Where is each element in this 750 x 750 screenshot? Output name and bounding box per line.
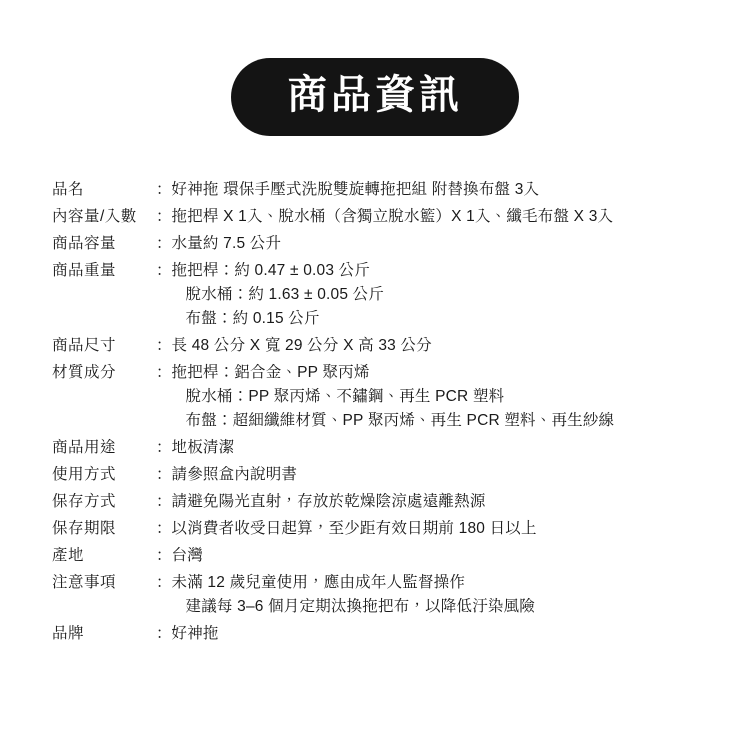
spec-label: 保存期限 <box>52 519 117 537</box>
spec-row <box>52 176 704 203</box>
spec-separator: ： <box>156 465 172 483</box>
spec-label: 產地 <box>52 546 85 564</box>
spec-value <box>172 434 704 461</box>
spec-separator: ： <box>156 180 172 198</box>
spec-value-line: 拖把桿 X 1入、脫水桶（含獨立脫水籃）X 1入、纖毛布盤 X 3入 <box>171 207 614 225</box>
spec-value-line: 請參照盒內說明書 <box>171 465 298 483</box>
spec-value-line: 好神拖 <box>171 624 219 642</box>
spec-value-line: 未滿 12 歲兒童使用，應由成年人監督操作 <box>171 573 466 591</box>
spec-separator: ： <box>156 492 172 510</box>
spec-value-line: 好神拖 環保手壓式洗脫雙旋轉拖把組 附替換布盤 3入 <box>171 180 540 198</box>
spec-separator: ： <box>156 519 172 537</box>
spec-separator: ： <box>156 624 172 642</box>
spec-label: 內容量/入數 <box>52 207 137 225</box>
spec-row <box>52 203 704 230</box>
spec-value-line: 建議每 3–6 個月定期汰換拖把布，以降低汙染風險 <box>185 597 535 615</box>
page-title: 商品資訊 <box>231 58 519 136</box>
spec-value-line: 台灣 <box>171 546 203 564</box>
spec-value <box>172 257 704 332</box>
spec-value <box>172 203 704 230</box>
specs-table <box>52 176 704 647</box>
spec-row <box>52 542 704 569</box>
spec-label: 品名 <box>52 180 85 198</box>
spec-label: 保存方式 <box>52 492 117 510</box>
spec-separator: ： <box>156 261 172 279</box>
spec-label: 商品容量 <box>52 234 117 252</box>
title-banner <box>0 0 750 136</box>
spec-label: 使用方式 <box>52 465 117 483</box>
spec-label: 注意事項 <box>52 573 117 591</box>
spec-separator: ： <box>156 363 172 381</box>
spec-value-line: 長 48 公分 X 寬 29 公分 X 高 33 公分 <box>171 336 432 354</box>
spec-row <box>52 620 704 647</box>
spec-value-line: 以消費者收受日起算，至少距有效日期前 180 日以上 <box>171 519 537 537</box>
spec-row <box>52 569 704 620</box>
spec-value-line: 脫水桶：PP 聚丙烯、不鏽鋼、再生 PCR 塑料 <box>185 387 505 405</box>
spec-row <box>52 257 704 332</box>
spec-separator: ： <box>156 438 172 456</box>
spec-value-line: 拖把桿：鋁合金、PP 聚丙烯 <box>171 363 370 381</box>
spec-value <box>172 176 704 203</box>
spec-row <box>52 434 704 461</box>
specification-table <box>0 176 750 647</box>
spec-label: 材質成分 <box>52 363 117 381</box>
spec-separator: ： <box>156 207 172 225</box>
spec-row <box>52 488 704 515</box>
spec-value-line: 布盤：超細纖維材質、PP 聚丙烯、再生 PCR 塑料、再生紗線 <box>185 411 615 429</box>
spec-value <box>172 569 704 620</box>
spec-separator: ： <box>156 336 172 354</box>
spec-row <box>52 332 704 359</box>
spec-row <box>52 515 704 542</box>
spec-label: 商品尺寸 <box>52 336 117 354</box>
spec-row <box>52 461 704 488</box>
spec-value-line: 脫水桶：約 1.63 ± 0.05 公斤 <box>185 285 385 303</box>
spec-value <box>172 488 704 515</box>
spec-separator: ： <box>156 573 172 591</box>
spec-label: 商品重量 <box>52 261 117 279</box>
spec-value <box>172 230 704 257</box>
spec-value <box>172 332 704 359</box>
spec-value-line: 水量約 7.5 公升 <box>171 234 282 252</box>
spec-row <box>52 230 704 257</box>
spec-label: 品牌 <box>52 624 85 642</box>
spec-separator: ： <box>156 234 172 252</box>
spec-value <box>172 461 704 488</box>
spec-label: 商品用途 <box>52 438 117 456</box>
spec-value-line: 請避免陽光直射，存放於乾燥陰涼處遠離熱源 <box>171 492 486 510</box>
specs-table-body <box>52 176 704 647</box>
spec-row <box>52 359 704 434</box>
spec-value <box>172 620 704 647</box>
spec-value <box>172 542 704 569</box>
spec-value <box>172 359 704 434</box>
spec-value-line: 布盤：約 0.15 公斤 <box>185 309 320 327</box>
spec-separator: ： <box>156 546 172 564</box>
spec-value-line: 拖把桿：約 0.47 ± 0.03 公斤 <box>171 261 371 279</box>
spec-value <box>172 515 704 542</box>
spec-value-line: 地板清潔 <box>171 438 235 456</box>
